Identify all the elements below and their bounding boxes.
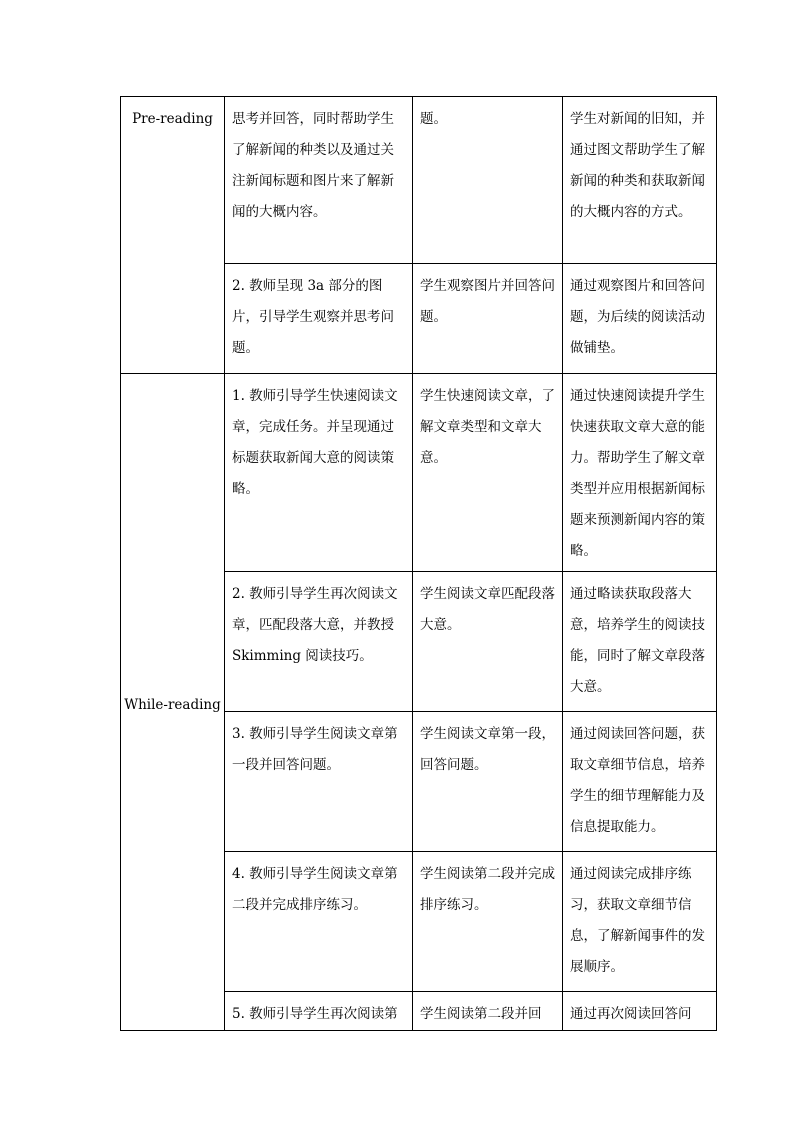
purpose-cell: 通过阅读完成排序练习，获取文章细节信息，了解新闻事件的发展顺序。 (563, 852, 717, 992)
teacher-activity-cell: 2. 教师引导学生再次阅读文章，匹配段落大意，并教授 Skimming 阅读技巧。 (225, 572, 413, 712)
teacher-activity-cell: 5. 教师引导学生再次阅读第 (225, 992, 413, 1031)
purpose-cell: 通过略读获取段落大意，培养学生的阅读技能，同时了解文章段落大意。 (563, 572, 717, 712)
stage-cell-while-reading: While-reading (121, 374, 225, 1031)
teacher-activity-cell: 思考并回答，同时帮助学生了解新闻的种类以及通过关注新闻标题和图片来了解新闻的大概内容。 (225, 97, 413, 264)
teacher-activity-cell: 3. 教师引导学生阅读文章第一段并回答问题。 (225, 712, 413, 852)
student-activity-cell: 学生阅读第二段并完成排序练习。 (413, 852, 563, 992)
student-activity-cell: 学生阅读第二段并回 (413, 992, 563, 1031)
stage-cell-pre-reading: Pre-reading (121, 97, 225, 374)
student-activity-cell: 学生快速阅读文章，了解文章类型和文章大意。 (413, 374, 563, 572)
student-activity-cell: 学生阅读文章第一段，回答问题。 (413, 712, 563, 852)
table-row (121, 97, 717, 264)
purpose-cell: 通过阅读回答问题，获取文章细节信息，培养学生的细节理解能力及信息提取能力。 (563, 712, 717, 852)
student-activity-cell: 题。 (413, 97, 563, 264)
student-activity-cell: 学生观察图片并回答问题。 (413, 264, 563, 374)
purpose-cell: 通过快速阅读提升学生快速获取文章大意的能力。帮助学生了解文章类型并应用根据新闻标题来预测新闻内容的策略。 (563, 374, 717, 572)
purpose-cell: 通过再次阅读回答问 (563, 992, 717, 1031)
teacher-activity-cell: 4. 教师引导学生阅读文章第二段并完成排序练习。 (225, 852, 413, 992)
teacher-activity-cell: 1. 教师引导学生快速阅读文章，完成任务。并呈现通过标题获取新闻大意的阅读策略。 (225, 374, 413, 572)
purpose-cell: 通过观察图片和回答问题，为后续的阅读活动做铺垫。 (563, 264, 717, 374)
teacher-activity-cell: 2. 教师呈现 3a 部分的图片，引导学生观察并思考问题。 (225, 264, 413, 374)
purpose-cell: 学生对新闻的旧知，并通过图文帮助学生了解新闻的种类和获取新闻的大概内容的方式。 (563, 97, 717, 264)
student-activity-cell: 学生阅读文章匹配段落大意。 (413, 572, 563, 712)
lesson-plan-table (120, 96, 717, 1031)
table-row (121, 374, 717, 572)
